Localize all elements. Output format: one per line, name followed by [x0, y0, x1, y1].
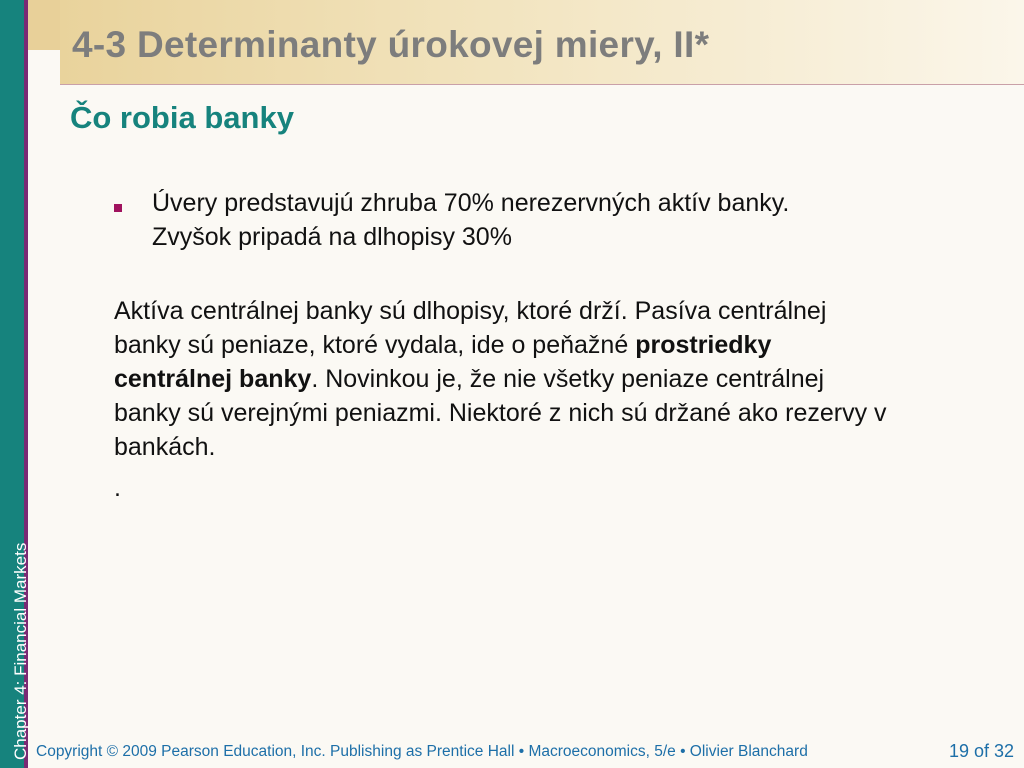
- bullet-line-1: Úvery predstavujú zhruba 70% nerezervných aktív banky.: [152, 189, 790, 217]
- chapter-label: Chapter 4: Financial Markets: [11, 542, 30, 760]
- slide-title: 4-3 Determinanty úrokovej miery, II*: [72, 24, 710, 65]
- footer-copyright: Copyright © 2009 Pearson Education, Inc. Publishing as Prentice Hall • Macroeconomics, 5/e • Olivier Blanchard: [36, 743, 808, 760]
- bullet-line-2: Zvyšok pripadá na dlhopisy 30%: [152, 223, 512, 251]
- page-number: 19 of 32: [948, 741, 1014, 761]
- title-corner-accent: [28, 0, 60, 50]
- paragraph-text-2: . Novinkou je, že nie všetky peniaze centrálnej banky sú verejnými peniazmi. Niektoré z nich sú držané ako rezervy v bankách.: [114, 365, 887, 461]
- bullet-square-icon: [114, 204, 122, 212]
- body-paragraph: [114, 294, 894, 464]
- paragraph-text-1: Aktíva centrálnej banky sú dlhopisy, ktoré drží. Pasíva centrálnej banky sú peniaze, ktoré vydala, ide o peňažné: [114, 297, 827, 359]
- trailing-dot: .: [114, 474, 121, 502]
- paragraph-bold-term: prostriedky centrálnej banky: [114, 331, 772, 393]
- slide-subtitle: Čo robia banky: [70, 100, 294, 135]
- bullet-item: [152, 186, 912, 254]
